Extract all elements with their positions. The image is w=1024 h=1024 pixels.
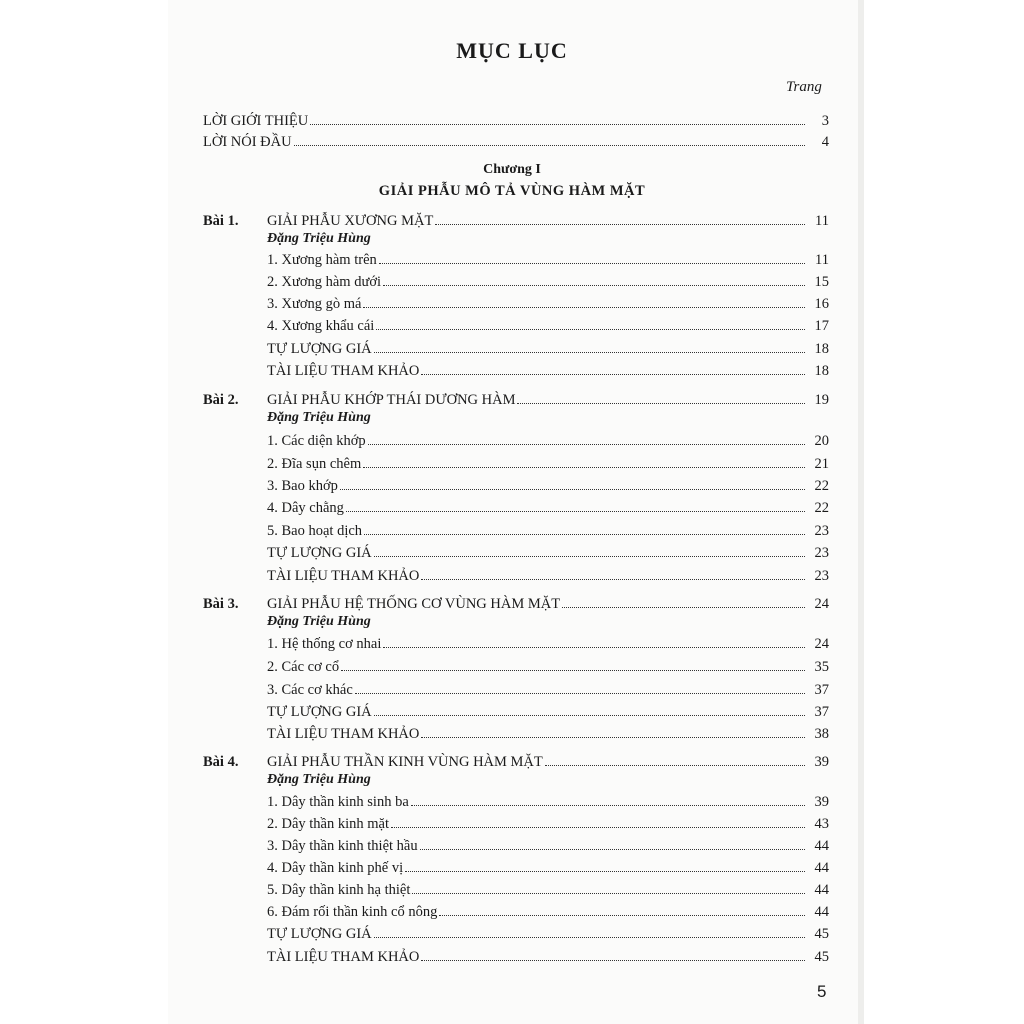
lesson-page: 11 [815, 213, 829, 229]
page-column-label: Trang [786, 79, 822, 95]
toc-item-label: 1. Các diện khớp [267, 433, 366, 449]
toc-item [267, 835, 829, 855]
leader-dots [383, 646, 805, 648]
lesson-number: Bài 2. [203, 392, 239, 408]
toc-entry-page: 4 [821, 134, 829, 150]
lesson-title: GIẢI PHẪU THẦN KINH VÙNG HÀM MẶT [267, 754, 543, 770]
toc-item-label: 2. Dây thần kinh mặt [267, 816, 390, 832]
toc-item-label: 1. Xương hàm trên [267, 252, 377, 268]
lesson-page: 39 [814, 754, 829, 770]
leader-dots [421, 959, 805, 961]
toc-item [267, 879, 829, 899]
lesson-page: 24 [814, 596, 829, 612]
toc-item-page: 11 [815, 252, 829, 268]
toc-item-page: 44 [814, 882, 829, 898]
chapter-title: GIẢI PHẪU MÔ TẢ VÙNG HÀM MẶT [378, 183, 646, 199]
leader-dots [421, 736, 805, 738]
toc-item-page: 35 [814, 659, 829, 675]
toc-item [267, 293, 829, 313]
leader-dots [562, 606, 805, 608]
leader-dots [368, 443, 805, 445]
toc-item-label: 3. Xương gò má [267, 296, 362, 312]
toc-item-label: 1. Dây thần kinh sinh ba [267, 794, 409, 810]
toc-item-label: TỰ LƯỢNG GIÁ [267, 341, 372, 357]
toc-item-label: 4. Dây thần kinh phế vị [267, 860, 404, 876]
toc-item-page: 17 [814, 318, 829, 334]
chapter-number: Chương I [483, 162, 541, 177]
toc-item-page: 44 [814, 838, 829, 854]
leader-dots [439, 914, 805, 916]
leader-dots [374, 555, 805, 557]
lesson-title: GIẢI PHẪU HỆ THỐNG CƠ VÙNG HÀM MẶT [267, 596, 561, 612]
leader-dots [379, 262, 805, 264]
leader-dots [435, 223, 805, 225]
toc-item [267, 857, 829, 877]
toc-item [267, 315, 829, 335]
toc-item [267, 453, 829, 473]
leader-dots [376, 328, 805, 330]
toc-item-label: 5. Dây thần kinh hạ thiệt [267, 882, 411, 898]
toc-item-page: 37 [814, 682, 829, 698]
toc-item-label: TÀI LIỆU THAM KHẢO [267, 568, 420, 584]
leader-dots [412, 892, 805, 894]
toc-lesson-2 [203, 389, 829, 409]
leader-dots [341, 669, 805, 671]
toc-item-label: 4. Dây chằng [267, 500, 344, 516]
leader-dots [517, 402, 805, 404]
toc-item-label: TÀI LIỆU THAM KHẢO [267, 949, 420, 965]
leader-dots [545, 764, 805, 766]
toc-item-page: 20 [814, 433, 829, 449]
toc-item [267, 923, 829, 943]
toc-item-page: 39 [814, 794, 829, 810]
toc-item-page: 24 [814, 636, 829, 652]
leader-dots [421, 373, 805, 375]
toc-item-page: 23 [814, 523, 829, 539]
toc-item-page: 44 [814, 860, 829, 876]
toc-item [267, 901, 829, 921]
lesson-title: GIẢI PHẪU XƯƠNG MẶT [267, 213, 434, 229]
leader-dots [363, 466, 805, 468]
toc-item [267, 271, 829, 291]
page-title: MỤC LỤC [456, 38, 568, 63]
toc-item-label: TÀI LIỆU THAM KHẢO [267, 363, 420, 379]
toc-item [267, 542, 829, 562]
toc-lesson-3 [203, 593, 829, 613]
toc-item-label: 1. Hệ thống cơ nhai [267, 636, 382, 652]
toc-item-page: 18 [814, 363, 829, 379]
toc-item-page: 22 [814, 500, 829, 516]
toc-item-page: 45 [814, 926, 829, 942]
lesson-title: GIẢI PHẪU KHỚP THÁI DƯƠNG HÀM [267, 392, 516, 408]
page-edge [858, 0, 864, 1024]
toc-lesson-1 [203, 210, 829, 230]
toc-item [267, 633, 829, 653]
toc-item-page: 18 [814, 341, 829, 357]
toc-item-label: TÀI LIỆU THAM KHẢO [267, 726, 420, 742]
lesson-author: Đặng Triệu Hùng [267, 614, 371, 629]
toc-entry-label: LỜI NÓI ĐẦU [203, 134, 292, 150]
toc-lesson-4 [203, 751, 829, 771]
toc-item-page: 45 [814, 949, 829, 965]
toc-item [267, 791, 829, 811]
toc-item [267, 475, 829, 495]
toc-item [267, 520, 829, 540]
toc-item-label: 3. Dây thần kinh thiệt hầu [267, 838, 418, 854]
toc-item [267, 249, 829, 269]
lesson-number: Bài 3. [203, 596, 239, 612]
leader-dots [364, 533, 805, 535]
leader-dots [340, 488, 805, 490]
leader-dots [310, 123, 805, 125]
toc-item-label: 2. Các cơ cổ [267, 659, 340, 675]
toc-item-page: 16 [814, 296, 829, 312]
leader-dots [383, 284, 805, 286]
leader-dots [374, 936, 805, 938]
toc-item [267, 946, 829, 966]
toc-item-page: 37 [814, 704, 829, 720]
toc-item-page: 44 [814, 904, 829, 920]
toc-item [267, 656, 829, 676]
toc-item [267, 360, 829, 380]
toc-item-label: 2. Xương hàm dưới [267, 274, 382, 290]
leader-dots [411, 804, 805, 806]
toc-item-label: TỰ LƯỢNG GIÁ [267, 926, 372, 942]
toc-item-label: TỰ LƯỢNG GIÁ [267, 704, 372, 720]
leader-dots [420, 848, 805, 850]
toc-item-label: TỰ LƯỢNG GIÁ [267, 545, 372, 561]
leader-dots [421, 578, 805, 580]
lesson-author: Đặng Triệu Hùng [267, 231, 371, 246]
page-number: 5 [817, 982, 827, 1001]
lesson-page: 19 [814, 392, 829, 408]
toc-entry-intro [203, 110, 829, 130]
leader-dots [374, 714, 805, 716]
toc-item-page: 23 [814, 568, 829, 584]
toc-item-page: 23 [814, 545, 829, 561]
toc-item-label: 2. Đĩa sụn chêm [267, 456, 362, 472]
toc-item [267, 723, 829, 743]
toc-item-page: 43 [814, 816, 829, 832]
leader-dots [363, 306, 805, 308]
toc-item-page: 21 [814, 456, 829, 472]
leader-dots [405, 870, 805, 872]
lesson-author: Đặng Triệu Hùng [267, 410, 371, 425]
toc-item [267, 565, 829, 585]
leader-dots [391, 826, 805, 828]
toc-item [267, 813, 829, 833]
leader-dots [346, 510, 805, 512]
toc-item-page: 38 [814, 726, 829, 742]
toc-entry-page: 3 [821, 113, 829, 129]
leader-dots [355, 692, 805, 694]
toc-item [267, 497, 829, 517]
lesson-number: Bài 1. [203, 213, 239, 229]
toc-item-page: 22 [814, 478, 829, 494]
toc-item [267, 430, 829, 450]
toc-item-label: 6. Đám rối thần kinh cổ nông [267, 904, 438, 920]
toc-entry-preface [203, 131, 829, 151]
toc-item-label: 5. Bao hoạt dịch [267, 523, 363, 539]
toc-item-label: 3. Các cơ khác [267, 682, 353, 698]
leader-dots [374, 351, 805, 353]
toc-item [267, 701, 829, 721]
lesson-author: Đặng Triệu Hùng [267, 772, 371, 787]
toc-item [267, 338, 829, 358]
leader-dots [294, 144, 805, 146]
toc-entry-label: LỜI GIỚI THIỆU [203, 113, 309, 129]
toc-item-label: 3. Bao khớp [267, 478, 338, 494]
toc-item-page: 15 [814, 274, 829, 290]
lesson-number: Bài 4. [203, 754, 239, 770]
toc-item [267, 679, 829, 699]
toc-item-label: 4. Xương khẩu cái [267, 318, 375, 334]
